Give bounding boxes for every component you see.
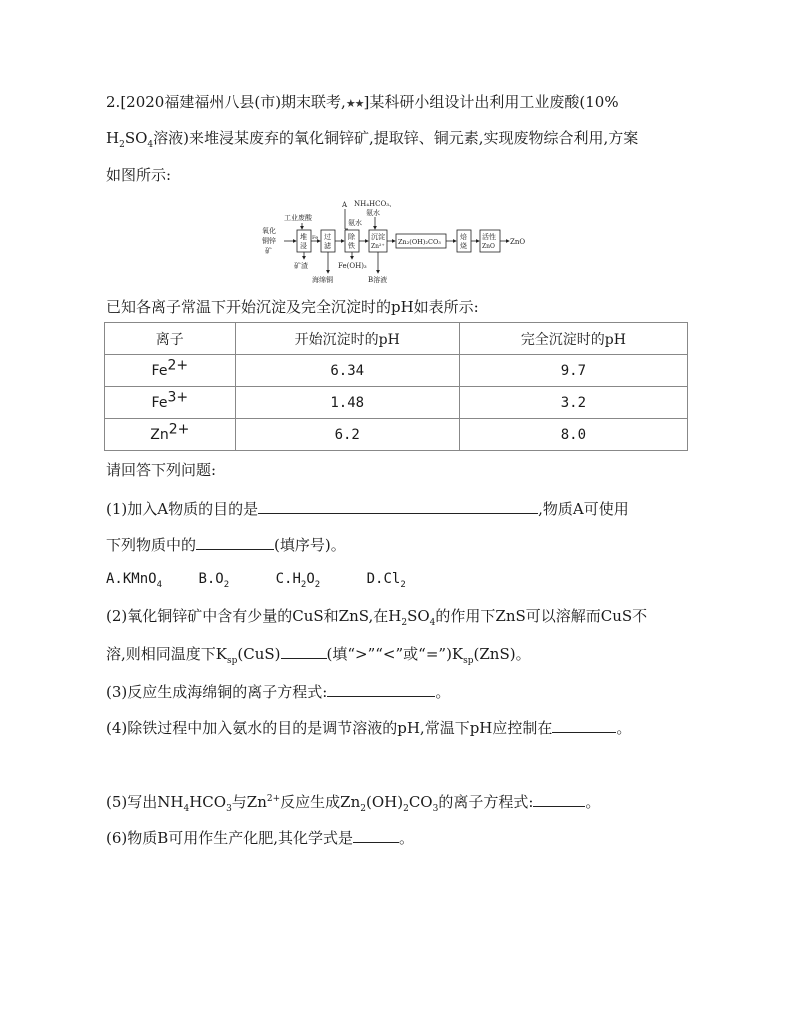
q1-answer-blank-1[interactable] (258, 497, 538, 514)
table-cell-complete: 8.0 (459, 419, 687, 451)
flow-residue-label: 矿渣 (294, 262, 308, 270)
svg-text:活性: 活性 (482, 233, 496, 241)
svg-text:Zn₂(OH)₂CO₃: Zn₂(OH)₂CO₃ (398, 238, 441, 246)
q3-answer-blank[interactable] (327, 680, 435, 697)
table-cell-start: 6.2 (235, 419, 459, 451)
table-cell-ion: $Fe^{3+}$ (105, 387, 236, 419)
q1-line-1: (1)加入A物质的目的是 ,物质A可使用 (106, 497, 629, 519)
q1-option-d[interactable]: $D.Cl_2$ (366, 571, 406, 590)
flow-sponge-copper-label: 海绵铜 (312, 276, 333, 284)
q1-options (106, 569, 406, 589)
flow-ore-label-2: 铜锌 (262, 237, 276, 245)
svg-text:铁: 铁 (348, 242, 355, 250)
question-line-2: $H_2SO_4$溶液)来堆浸某废弃的氧化铜锌矿,提取锌、铜元素,实现废物综合利用,方案 (106, 129, 639, 150)
ph-table (104, 322, 688, 451)
svg-text:滤: 滤 (324, 242, 331, 250)
question-line-1: 2.[2020福建福州八县(市)期末联考,★★]某科研小组设计出利用工业废酸(10% (106, 93, 619, 111)
table-cell-complete: 9.7 (459, 355, 687, 387)
q4-line: (4)除铁过程中加入氨水的目的是调节溶液的pH,常温下pH应控制在 。 (106, 716, 631, 738)
q6-line: (6)物质B可用作生产化肥,其化学式是 。 (106, 826, 414, 848)
table-header-complete: 完全沉淀时的pH (459, 323, 687, 355)
q1-option-b[interactable]: $B.O_2$ (198, 571, 230, 590)
svg-text:烧: 烧 (460, 242, 467, 250)
q1-option-a[interactable]: A.KMnO$_4$ (106, 571, 162, 590)
flow-reagent-label-2: 氨水 (366, 209, 380, 217)
question-source: [2020福建福州八县(市)期末联考, (120, 93, 346, 111)
question-line-3: 如图所示: (106, 166, 172, 184)
table-row (105, 419, 688, 451)
svg-text:过: 过 (324, 233, 331, 241)
q2-line-1: (2)氧化铜锌矿中含有少量的CuS和ZnS,在$H_2SO_4$的作用下ZnS可以溶解而CuS不 (106, 607, 648, 628)
flow-a-label: A (342, 201, 348, 209)
q2-answer-blank[interactable] (281, 642, 327, 659)
table-header-ion: 离子 (105, 323, 236, 355)
answer-prompt: 请回答下列问题: (106, 461, 217, 479)
svg-text:堆: 堆 (300, 233, 307, 241)
table-cell-ion: $Zn^{2+}$ (105, 419, 236, 451)
svg-text:沉淀: 沉淀 (371, 233, 385, 241)
table-cell-start: 6.34 (235, 355, 459, 387)
q6-answer-blank[interactable] (353, 826, 399, 843)
flow-acid-label: 工业废酸 (284, 214, 312, 222)
process-flowchart (262, 197, 534, 285)
flow-fe-label: Fe (312, 235, 319, 241)
question-intro: 某科研小组设计出利用工业废酸(10% (369, 93, 619, 111)
flow-ore-label-3: 矿 (265, 247, 272, 255)
flow-ore-label-1: 氧化 (262, 227, 276, 235)
table-intro: 已知各离子常温下开始沉淀及完全沉淀时的pH如表所示: (106, 298, 479, 316)
svg-text:浸: 浸 (300, 242, 307, 250)
table-header-row (105, 323, 688, 355)
svg-text:焙: 焙 (460, 233, 467, 241)
difficulty-star-icon: ★★ (345, 97, 364, 110)
flow-final-zno: ZnO (510, 238, 526, 246)
q1-option-c[interactable]: $C.H_2O_2$ (275, 571, 321, 590)
table-row (105, 355, 688, 387)
flow-reagent-label: NH₄HCO₃、 (354, 200, 397, 208)
q5-line: (5)写出$NH_4HCO_3$与$Zn^{2+}$反应生成$Zn_2(OH)_2CO_3$的离子方程式: 。 (106, 790, 600, 812)
q5-answer-blank[interactable] (533, 790, 585, 807)
svg-text:Zn²⁺: Zn²⁺ (371, 243, 385, 250)
svg-text:除: 除 (348, 233, 355, 241)
flow-b-solution-label: B溶液 (368, 276, 388, 284)
q4-answer-blank[interactable] (552, 716, 616, 733)
q2-line-2: 溶,则相同温度下$K_{sp}(CuS)$ (填“>”“<”或“$=”)K_{sp}(ZnS)$。 (106, 642, 531, 664)
q3-line: (3)反应生成海绵铜的离子方程式: 。 (106, 680, 450, 702)
table-cell-start: 1.48 (235, 387, 459, 419)
flow-ammonia-label-1: 氨水 (348, 219, 362, 227)
table-cell-ion: $Fe^{2+}$ (105, 355, 236, 387)
table-header-start: 开始沉淀时的pH (235, 323, 459, 355)
svg-text:ZnO: ZnO (482, 243, 495, 250)
q1-answer-blank-2[interactable] (196, 533, 274, 550)
table-cell-complete: 3.2 (459, 387, 687, 419)
flow-iron-hydroxide-label: Fe(OH)₃ (338, 262, 367, 270)
question-number: 2. (106, 93, 121, 111)
q1-line-2: 下列物质中的 (填序号)。 (106, 533, 346, 555)
table-row (105, 387, 688, 419)
